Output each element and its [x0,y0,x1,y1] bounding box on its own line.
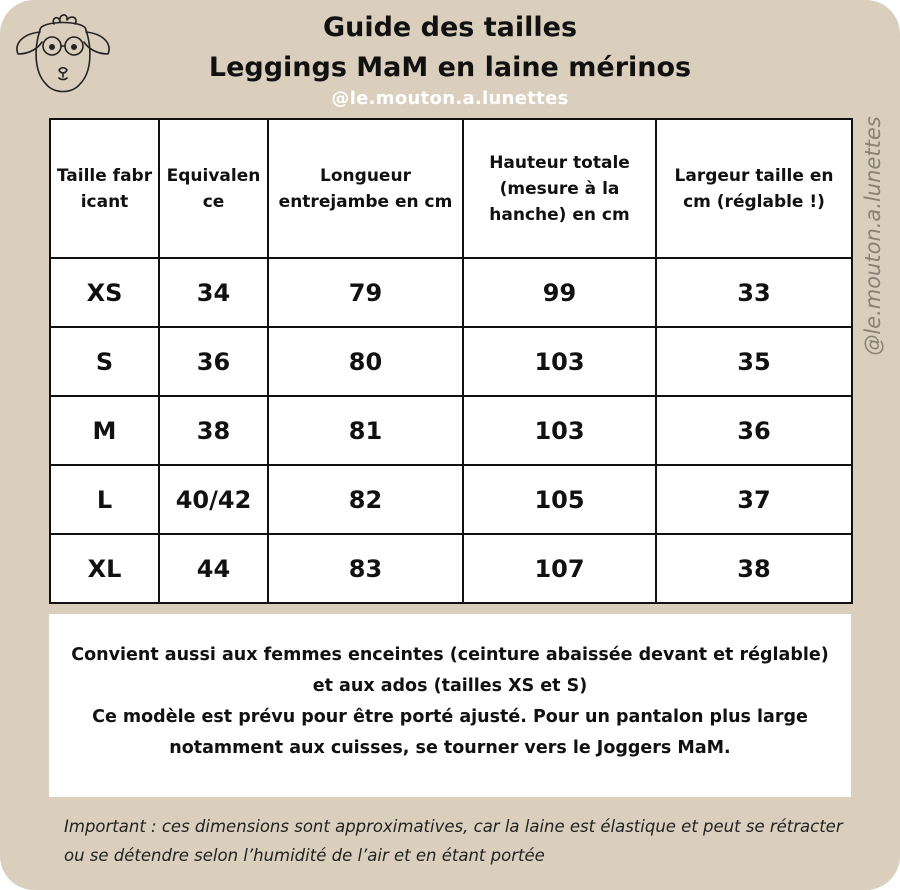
header-size: Taille fabricant [50,119,159,258]
page-subtitle: Leggings MaM en laine mérinos [208,52,692,83]
header-equivalence: Equivalence [159,119,268,258]
cell-equivalence: 44 [159,534,268,603]
table-header-row [50,119,852,258]
cell-equivalence: 36 [159,327,268,396]
cell-waist-width: 36 [656,396,852,465]
table-row [50,534,852,603]
cell-equivalence: 38 [159,396,268,465]
cell-waist-width: 33 [656,258,852,327]
cell-waist-width: 37 [656,465,852,534]
cell-size: S [50,327,159,396]
note-maternity: Convient aussi aux femmes enceintes (ceinture abaissée devant et réglable) et aux ados (tailles XS et S) [71,645,829,696]
cell-equivalence: 40/42 [159,465,268,534]
cell-waist-width: 38 [656,534,852,603]
notes-panel [49,614,851,797]
note-fit: Ce modèle est prévu pour être porté ajusté. Pour un pantalon plus large notamment aux cuisses, se tourner vers le Joggers MaM. [92,707,808,758]
instagram-handle-vertical: @le.mouton.a.lunettes [861,116,885,356]
instagram-handle: @le.mouton.a.lunettes [331,88,569,109]
cell-inseam: 79 [268,258,463,327]
cell-size: L [50,465,159,534]
cell-inseam: 82 [268,465,463,534]
important-disclaimer: Important : ces dimensions sont approximatives, car la laine est élastique et peut se rétracter ou se détendre selon l’humidité de l’air et en étant portée [64,817,843,865]
cell-size: M [50,396,159,465]
cell-equivalence: 34 [159,258,268,327]
header-total-height: Hauteur totale (mesure à la hanche) en cm [463,119,656,258]
cell-inseam: 83 [268,534,463,603]
cell-waist-width: 35 [656,327,852,396]
header-inseam: Longueur entrejambe en cm [268,119,463,258]
table-row [50,327,852,396]
cell-total-height: 103 [463,327,656,396]
table-row [50,396,852,465]
cell-inseam: 80 [268,327,463,396]
cell-total-height: 99 [463,258,656,327]
cell-total-height: 105 [463,465,656,534]
table-row [50,258,852,327]
size-table [49,118,853,604]
cell-total-height: 107 [463,534,656,603]
sheep-with-glasses-icon [10,8,114,98]
page-title: Guide des tailles [322,12,578,43]
cell-size: XS [50,258,159,327]
table-row [50,465,852,534]
cell-total-height: 103 [463,396,656,465]
header-waist-width: Largeur taille en cm (réglable !) [656,119,852,258]
cell-inseam: 81 [268,396,463,465]
cell-size: XL [50,534,159,603]
